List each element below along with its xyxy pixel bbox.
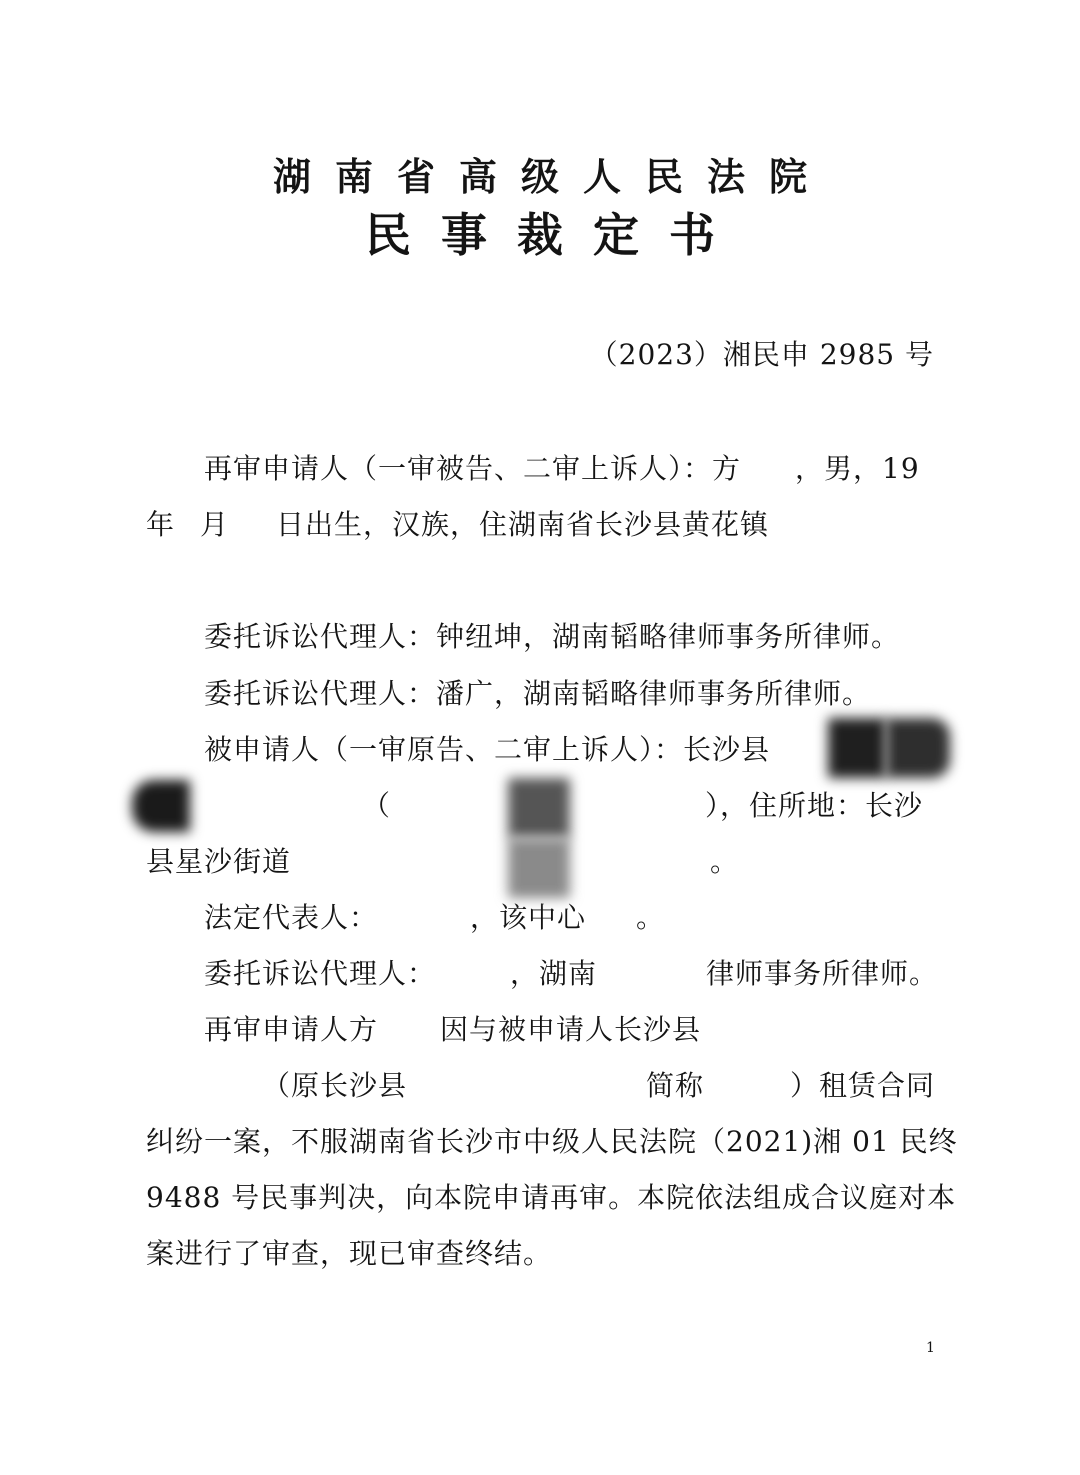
respondent-address-label: ），住所地：长沙 <box>705 789 924 822</box>
summary-line-5: 案进行了审查，现已审查终结。 <box>146 1237 553 1270</box>
court-name: 湖南省高级人民法院 <box>272 154 831 199</box>
summary-line-2a: （原长沙县 <box>262 1069 408 1102</box>
legal-rep-end: 。 <box>636 901 666 934</box>
redaction-mosaic-block <box>886 718 950 778</box>
redaction-mosaic-block <box>132 780 190 832</box>
summary-line-3: 纠纷一案，不服湖南省长沙市中级人民法院（2021)湘 01 民终 <box>146 1125 958 1158</box>
case-number: （2023）湘民申 2985 号 <box>589 338 934 371</box>
summary-line-4: 9488 号民事判决，向本院申请再审。本院依法组成合议庭对本 <box>146 1181 957 1214</box>
respondent-paren-open: （ <box>362 789 392 822</box>
respondent-agent-label: 委托诉讼代理人： <box>204 957 437 990</box>
applicant-year-char: 年 <box>146 508 176 541</box>
respondent-address-line: 县星沙街道 <box>146 845 292 878</box>
document-type-title: 民事裁定书 <box>365 208 745 262</box>
legal-rep-title: ，该中心 <box>470 901 587 934</box>
applicant-line-2: 日出生，汉族，住湖南省长沙县黄花镇 <box>276 508 770 541</box>
redaction-mosaic-block <box>508 838 570 898</box>
agent-line-1: 委托诉讼代理人：钟纽坤，湖南韬略律师事务所律师。 <box>204 620 901 653</box>
respondent-address-end: 。 <box>710 845 740 878</box>
applicant-line-1a: 再审申请人（一审被告、二审上诉人）：方 <box>204 452 742 485</box>
agent-line-2: 委托诉讼代理人：潘广，湖南韬略律师事务所律师。 <box>204 677 872 710</box>
redaction-mosaic-block <box>508 778 570 838</box>
redaction-mosaic-block <box>828 718 886 778</box>
respondent-line-1: 被申请人（一审原告、二审上诉人）：长沙县 <box>204 733 771 766</box>
applicant-line-1b: ，男，19 <box>795 452 920 485</box>
respondent-agent-firm-a: ，湖南 <box>510 957 598 990</box>
page-number: 1 <box>926 1340 935 1356</box>
legal-rep-label: 法定代表人： <box>204 901 379 934</box>
summary-line-1a: 再审申请人方 <box>204 1013 379 1046</box>
respondent-agent-firm-b: 律师事务所律师。 <box>706 957 939 990</box>
summary-line-1b: 因与被申请人长沙县 <box>440 1013 702 1046</box>
summary-line-2c: ）租赁合同 <box>790 1069 936 1102</box>
summary-line-2b: 简称 <box>646 1069 705 1102</box>
applicant-month-char: 月 <box>200 508 230 541</box>
